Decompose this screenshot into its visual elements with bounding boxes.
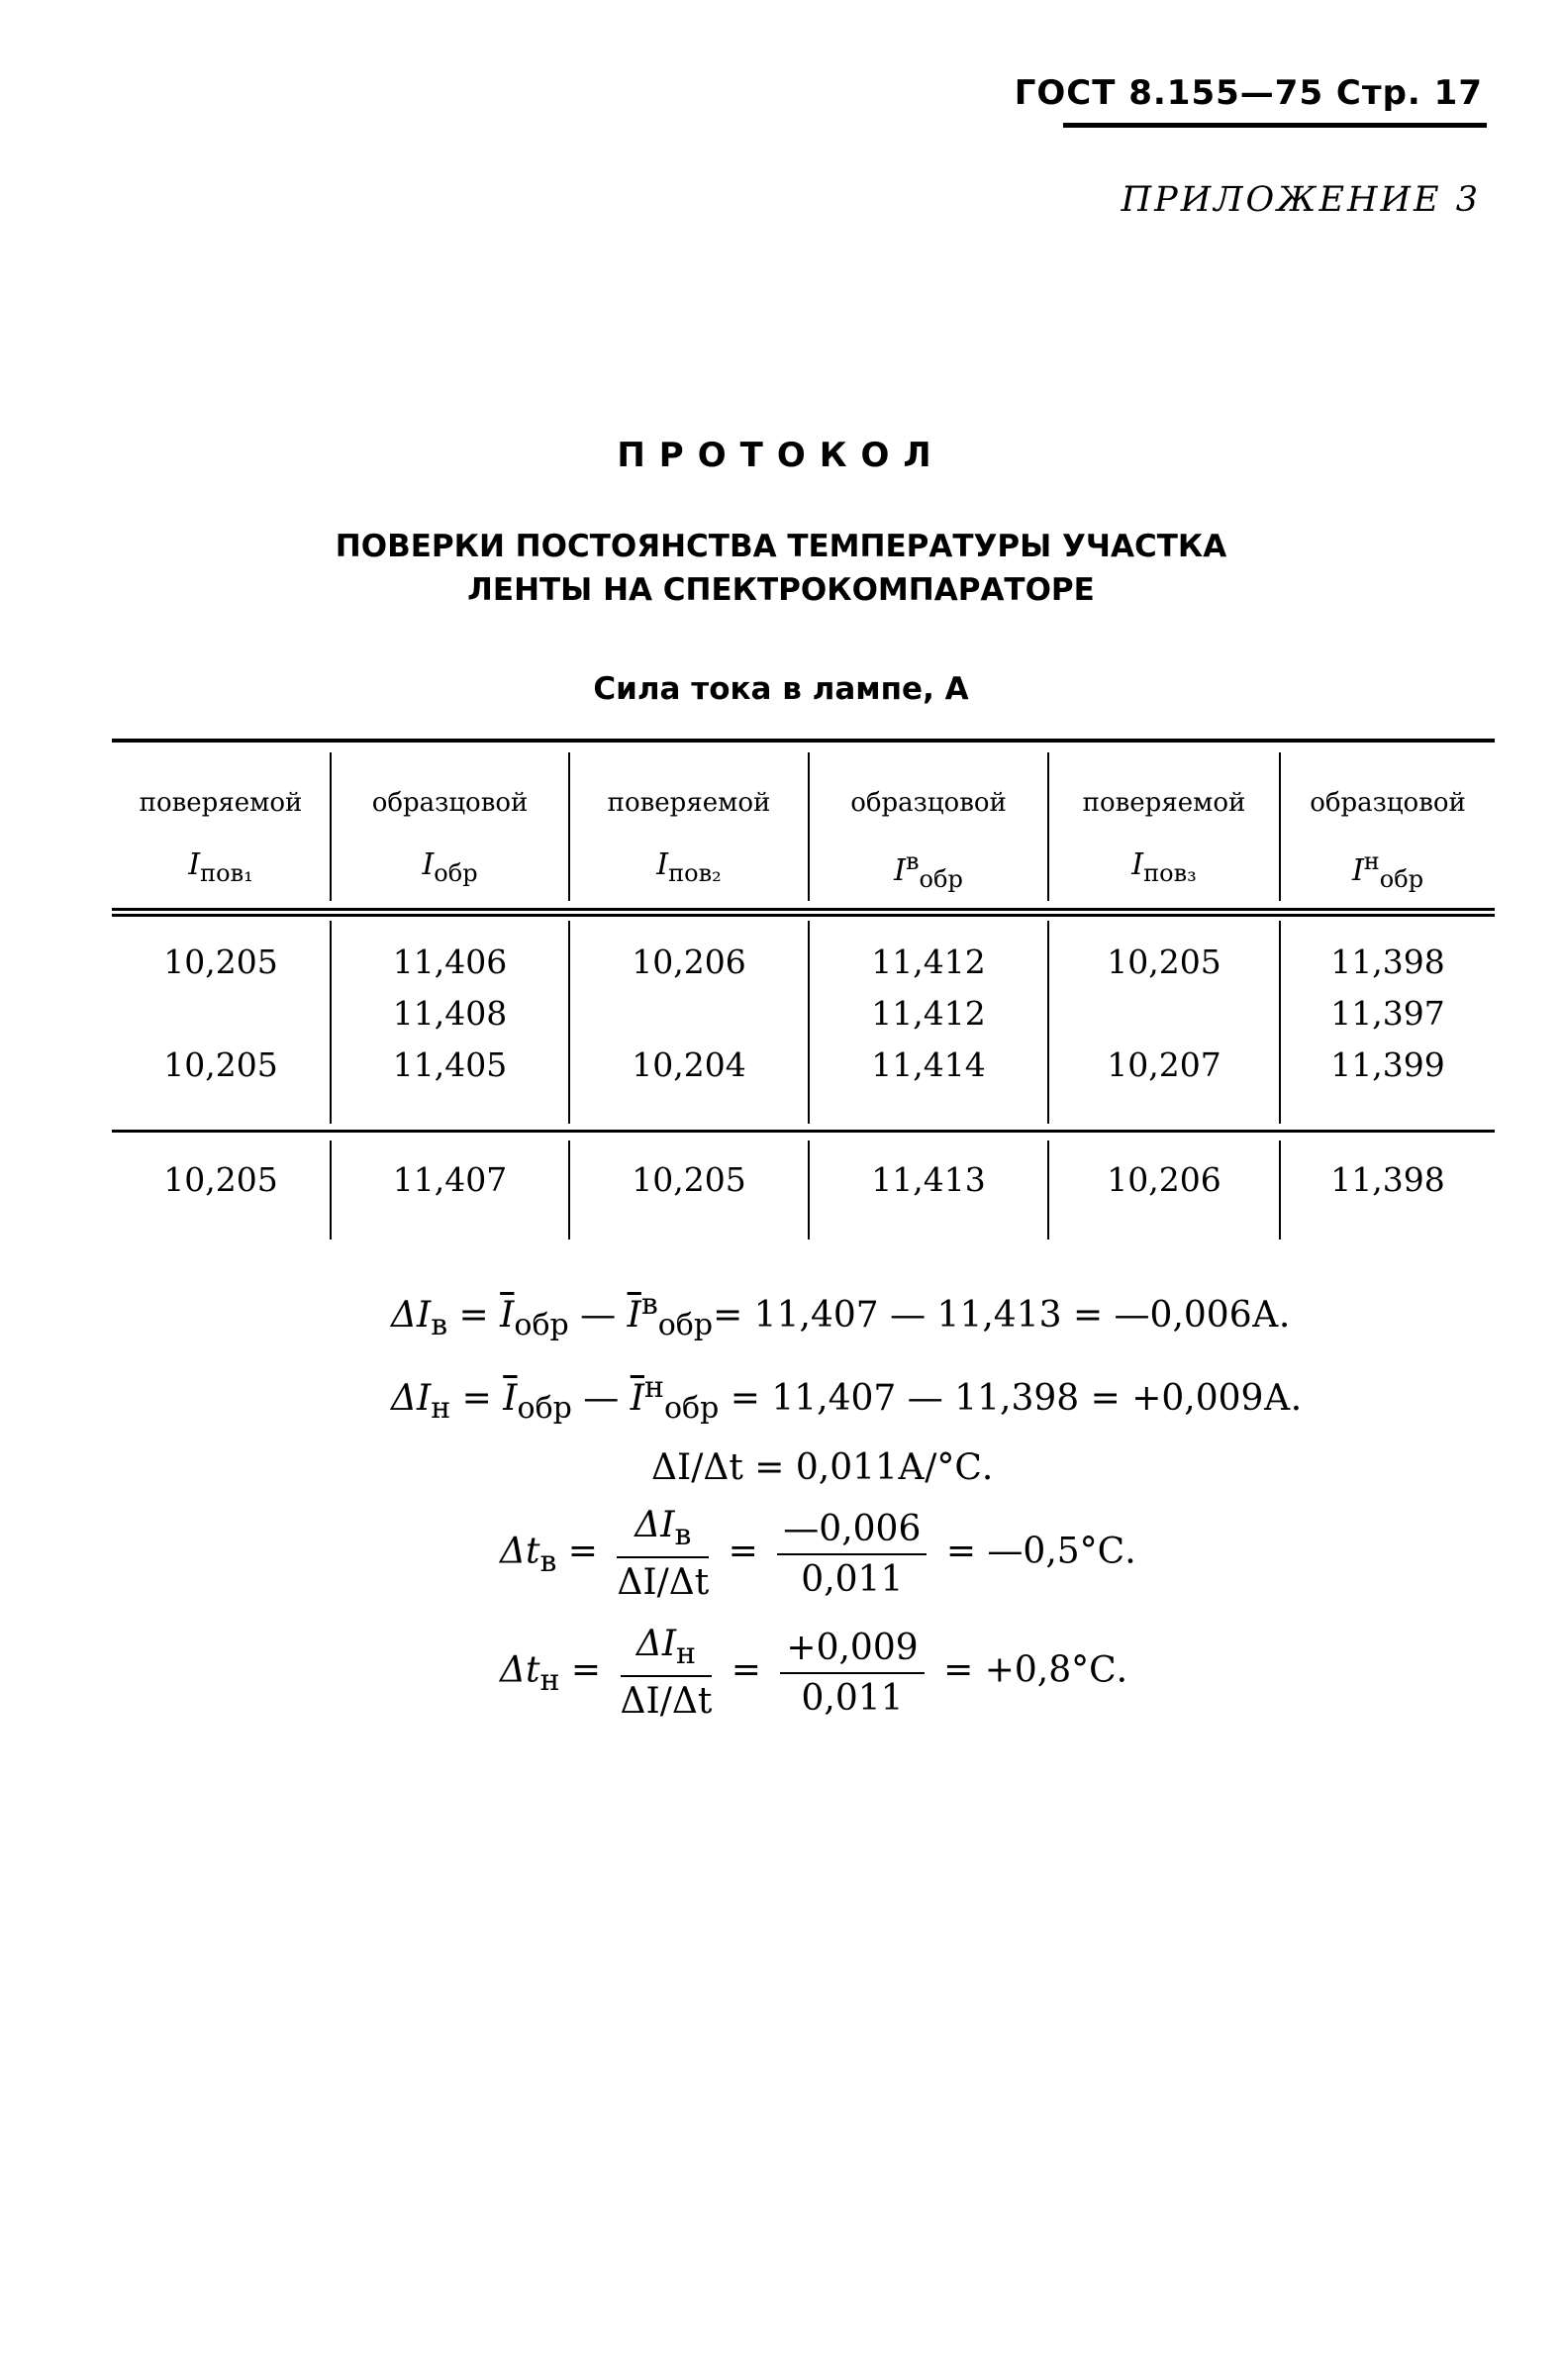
formula-delta-i-n: $\Delta I_н = \overline{I}_{обр}$ — $\overline{I}^н_{обр} = 11,407$ — 11,398 = +0,009А. [391,1370,1303,1427]
fraction: $\frac{—0,006}{0,011}$ [777,1509,927,1600]
table-cell: 11,397 [1330,994,1445,1033]
mean-cell: 10,205 [163,1160,278,1199]
table-cell: 11,406 [392,942,508,981]
fraction: $\frac{\Delta I_н}{\Delta I/\Delta t}$ [620,1624,713,1723]
table-cell: 11,398 [1330,942,1445,981]
table-cell: 10,205 [1107,942,1221,981]
column-symbol: $I_{обр}$ [422,847,478,887]
column-header: образцовой [371,788,529,818]
formula-delta-i-v: $\Delta I_в = \overline{I}_{обр}$ — $\overline{I}^в_{обр}= 11,407$ — 11,413 = —0,006А. [391,1287,1291,1343]
protocol-title: ПРОТОКОЛ [617,436,945,475]
formula-slope: ΔI/Δt = 0,011А/°С. [651,1447,994,1488]
subtitle-line-1: ПОВЕРКИ ПОСТОЯНСТВА ТЕМПЕРАТУРЫ УЧАСТКА [335,529,1227,564]
column-header: образцовой [850,788,1007,818]
fraction: $\frac{+0,009}{0,011}$ [780,1628,924,1719]
table-cell: 10,205 [163,942,278,981]
table-cell: 11,399 [1330,1045,1445,1084]
column-header: поверяемой [607,788,771,818]
mean-cell: 10,206 [1107,1160,1221,1199]
fraction: $\frac{\Delta I_в}{\Delta I/\Delta t}$ [617,1505,710,1604]
table-cell: 11,412 [871,994,986,1033]
mean-cell: 10,205 [632,1160,746,1199]
table-cell: 10,204 [632,1045,746,1084]
header-rule [1063,123,1487,128]
mean-cell: 11,407 [392,1160,508,1199]
formula-delta-t-v: $\Delta t_в$ = $\frac{\Delta I_в}{\Delta I/\Delta t}$ = $\frac{—0,006}{0,011}$ = —0,5°С. [500,1505,1136,1604]
column-header: образцовой [1310,788,1466,818]
column-header: поверяемой [139,788,303,818]
table-cell: 11,405 [392,1045,508,1084]
table-header-rule-1 [112,908,1495,911]
mean-cell: 11,413 [871,1160,986,1199]
formula-delta-t-n: $\Delta t_н$ = $\frac{\Delta I_н}{\Delta I/\Delta t}$ = $\frac{+0,009}{0,011}$ = +0,8°С. [500,1624,1128,1723]
table-cell: 11,408 [392,994,508,1033]
subtitle-line-2: ЛЕНТЫ НА СПЕКТРОКОМПАРАТОРЕ [467,572,1095,608]
protocol-subtitle [0,525,1562,612]
table-cell: 10,206 [632,942,746,981]
column-symbol: $I^в_{обр}$ [894,847,963,893]
column-header: поверяемой [1082,788,1246,818]
table-cell: 10,205 [163,1045,278,1084]
table-mean-rule [112,1130,1495,1133]
column-symbol: $I_{пов_1}$ [188,847,253,887]
appendix-label: ПРИЛОЖЕНИЕ 3 [1121,180,1481,220]
mean-cell: 11,398 [1330,1160,1445,1199]
table-cell: 10,207 [1107,1045,1221,1084]
table-header-rule-2 [112,914,1495,917]
table-cell: 11,414 [871,1045,986,1084]
table-caption: Сила тока в лампе, А [593,671,969,707]
table-cell: 11,412 [871,942,986,981]
column-symbol: $I^н_{обр}$ [1351,847,1424,893]
document-code-header: ГОСТ 8.155—75 Стр. 17 [1014,73,1483,113]
table-top-rule [112,739,1495,743]
column-symbol: $I_{пов_2}$ [656,847,722,887]
column-symbol: $I_{пов_3}$ [1131,847,1197,887]
